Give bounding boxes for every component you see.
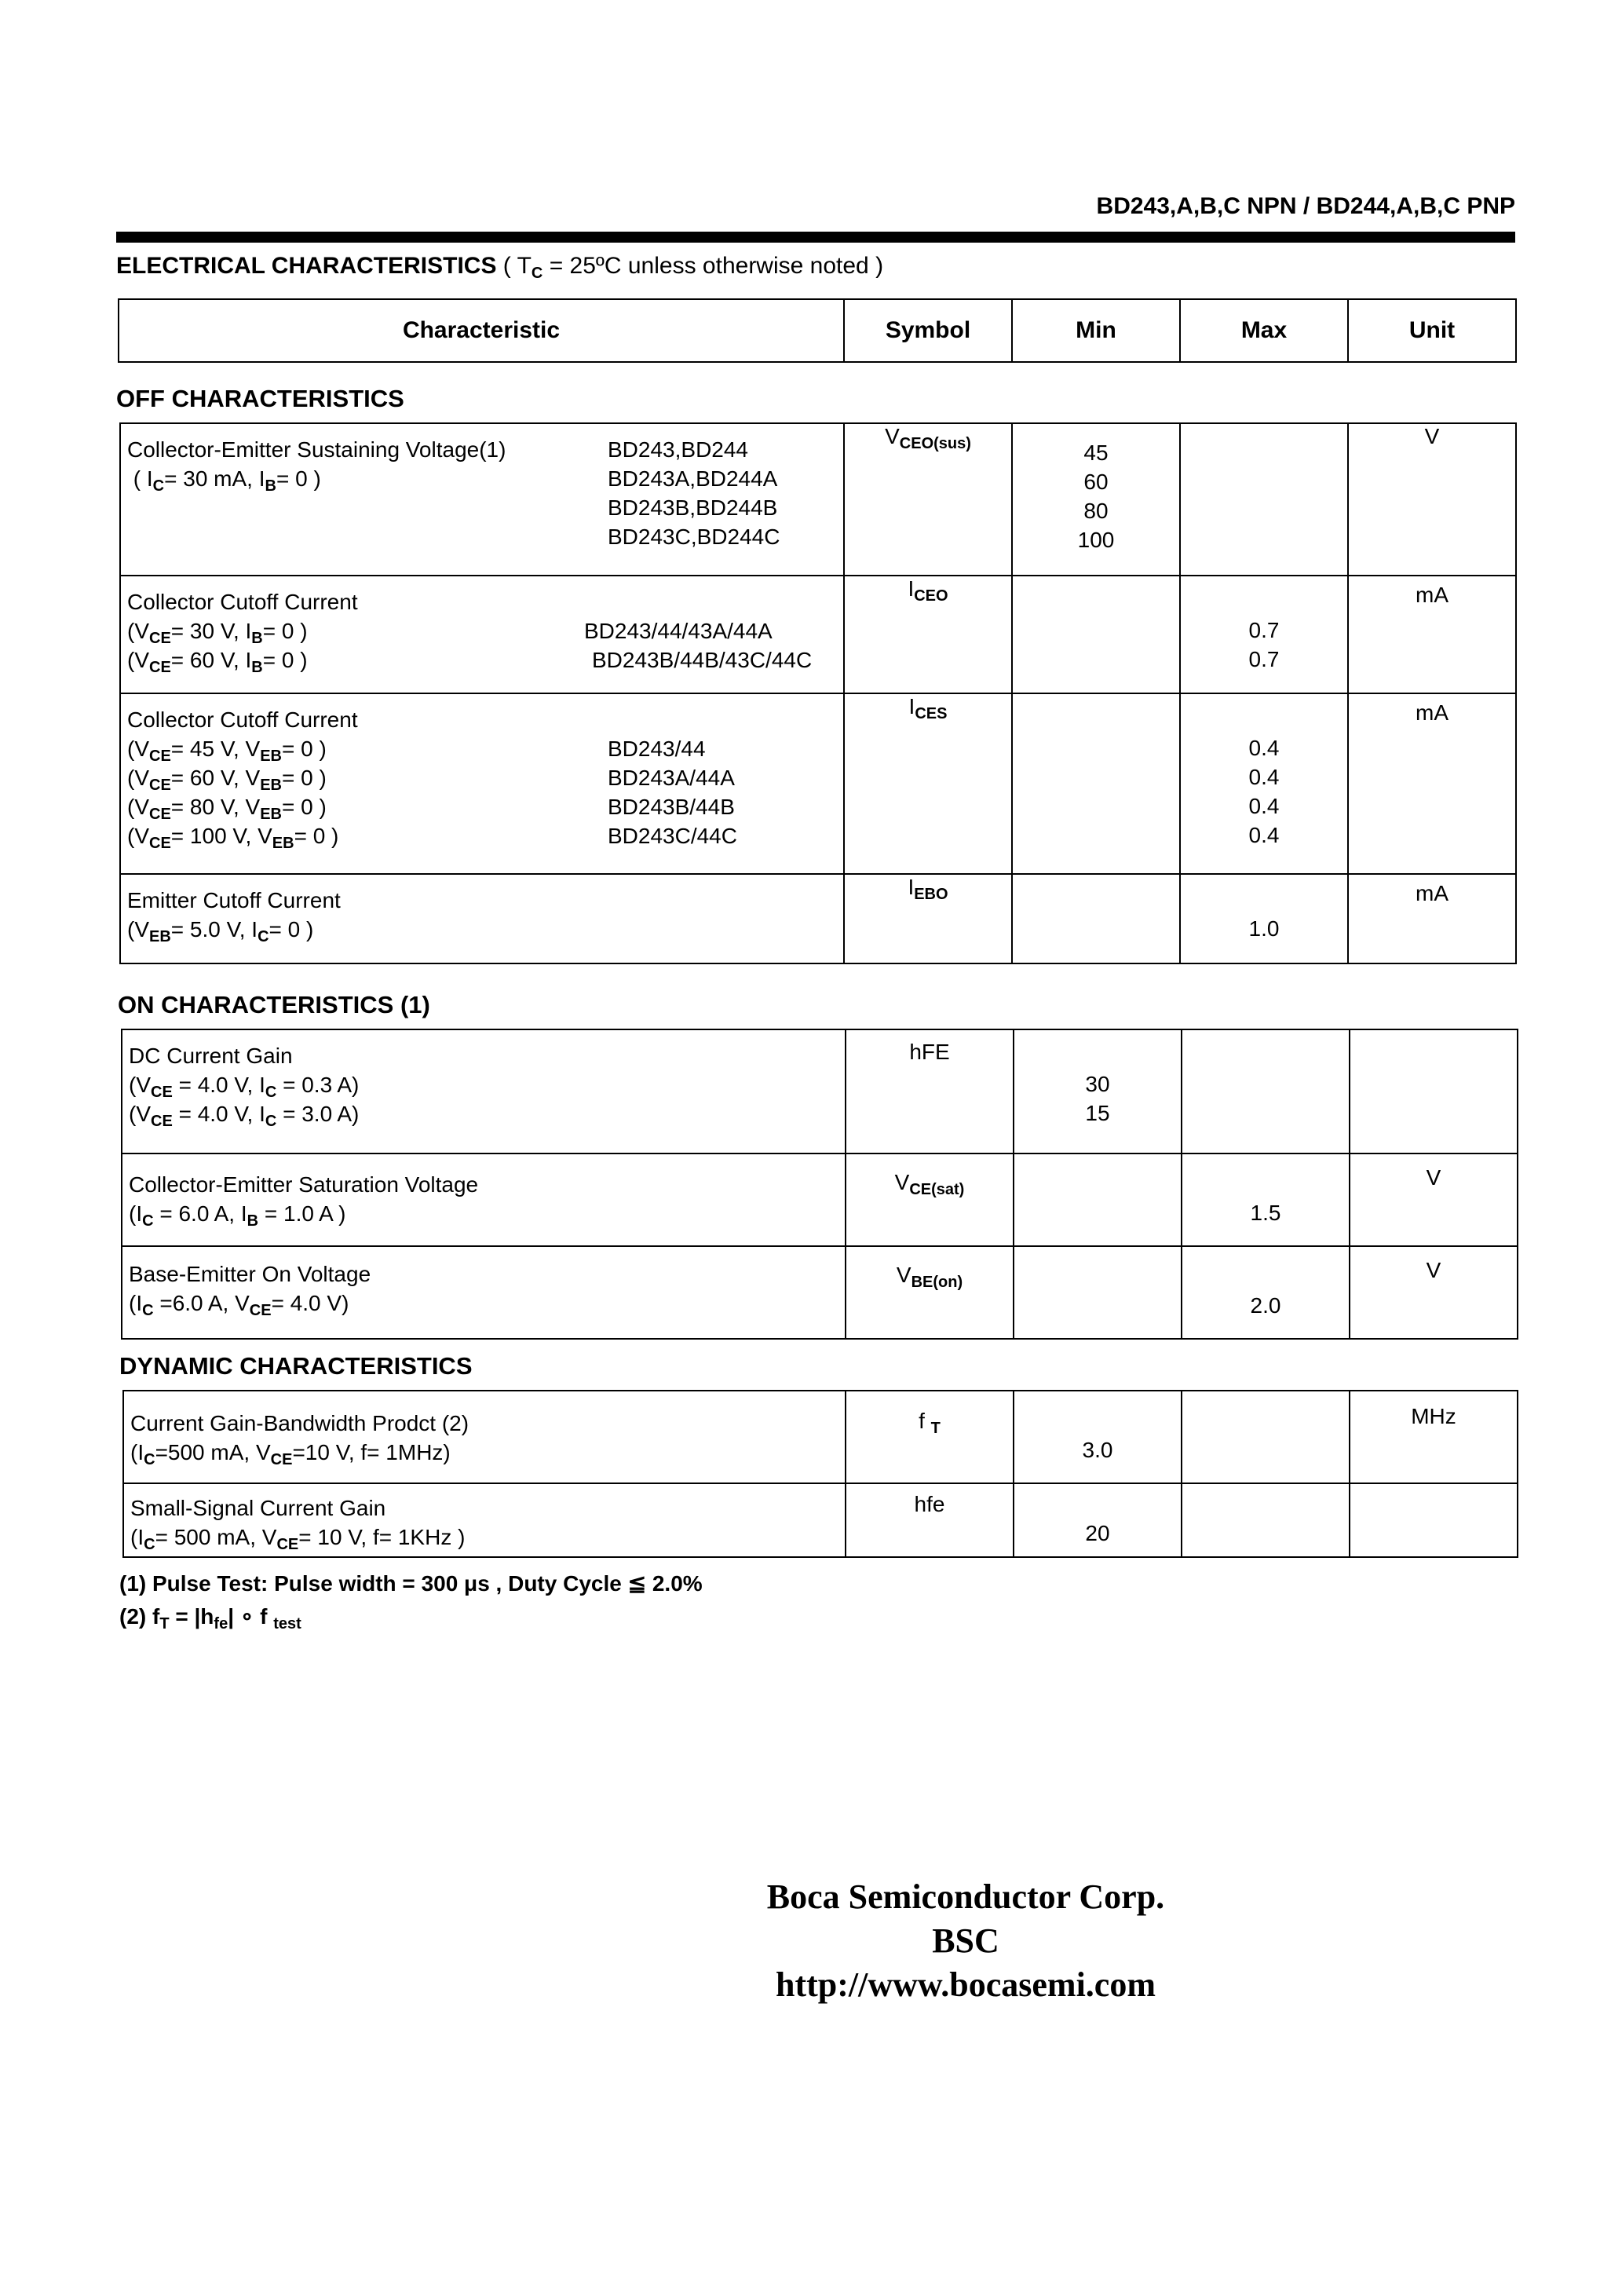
char-condition: ($V_{CE} = 4.0$ V, $I_C = 0.3$ A) [129,1073,360,1101]
electrical-characteristics-title [116,253,883,280]
char-name: Emitter Cutoff Current [127,888,341,912]
min-cell: 45 60 80 100 [1012,423,1180,576]
unit-cell: V [1348,423,1516,576]
title-rest: ( T [496,253,532,279]
unit-cell: mA [1348,576,1516,693]
table-row [122,1153,1518,1246]
column-header-table [118,298,1517,363]
min-cell [1012,576,1180,693]
max-cell: 1.0 [1180,874,1348,963]
max-cell [1180,423,1348,576]
max-cell [1182,1391,1350,1483]
unit-cell [1350,1029,1518,1153]
max-cell: 0.7 0.7 [1180,576,1348,693]
table-row [123,1483,1518,1557]
table-row [120,423,1516,576]
char-condition: ($V_{CE} = 4.0$ V, $I_C = 3.0$ A) [129,1102,360,1130]
char-condition: ($V_{CE}= 60$ V, $I_B= 0$ ) [127,648,308,676]
max-cell: 2.0 [1182,1246,1350,1339]
symbol-cell: $I_{EBO}$ [844,874,1012,963]
company-abbr: BSC [932,1921,999,1960]
char-name: Collector-Emitter Sustaining Voltage(1) [127,437,506,462]
footnote-1: (1) Pulse Test: Pulse width = 300 μs , Duty Cycle ≦ 2.0% [119,1571,703,1596]
unit-cell: MHz [1350,1391,1518,1483]
table-row [122,1246,1518,1339]
col-characteristic: Characteristic [119,299,844,362]
header-rule [116,232,1515,243]
table-row [120,576,1516,693]
min-cell [1014,1153,1182,1246]
min-cell [1012,874,1180,963]
min-cell: 30 15 [1014,1029,1182,1153]
device-list: BD243/44/43A/44A BD243B/44B/43C/44C [584,619,813,672]
unit-cell: V [1350,1246,1518,1339]
table-row [120,693,1516,874]
col-min: Min [1012,299,1180,362]
symbol-cell: $V_{CEO(sus)}$ [844,423,1012,576]
char-condition: ($I_C= 500$ mA, $V_{CE}= 10$ V, f= 1KHz ) [130,1525,466,1553]
char-condition: ($V_{CE}= 30$ V, $I_B= 0$ ) [127,619,308,647]
table-row [120,874,1516,963]
part-number-header: BD243,A,B,C NPN / BD244,A,B,C PNP [1096,193,1515,219]
unit-cell: V [1350,1153,1518,1246]
unit-cell [1350,1483,1518,1557]
footnote-2: (2) $f_T = |h_{fe}|$ ∘ f $_{test}$ [119,1604,301,1632]
company-footer [691,1875,1240,2007]
char-name: Base-Emitter On Voltage [129,1262,371,1286]
char-condition: ($I_C =6.0$ A, $V_{CE}= 4.0$ V) [129,1291,349,1319]
min-cell [1012,693,1180,874]
max-cell [1182,1029,1350,1153]
title-sub: C [531,265,543,282]
char-condition: ($V_{CE}= 45$ V, $V_{EB}= 0$ ) [127,737,327,765]
off-characteristics-heading: OFF CHARACTERISTICS [116,385,404,412]
symbol-cell: $V_{CE(sat)}$ [846,1153,1014,1246]
char-name: Current Gain-Bandwidth Prodct (2) [130,1411,469,1435]
max-cell [1182,1483,1350,1557]
on-characteristics-heading: ON CHARACTERISTICS (1) [118,991,430,1018]
symbol-cell: f $_T$ [846,1391,1014,1483]
col-symbol: Symbol [844,299,1012,362]
min-cell [1014,1246,1182,1339]
unit-cell: mA [1348,874,1516,963]
char-condition: ($V_{CE}= 80$ V, $V_{EB}= 0$ ) [127,795,327,823]
char-condition: ($I_C = 6.0$ A, $I_B = 1.0$ A ) [129,1201,346,1230]
max-cell: 0.4 0.4 0.4 0.4 [1180,693,1348,874]
char-name: Small-Signal Current Gain [130,1496,386,1520]
title-bold: ELECTRICAL CHARACTERISTICS [116,253,497,279]
off-characteristics-table [119,422,1517,964]
dynamic-characteristics-heading: DYNAMIC CHARACTERISTICS [119,1352,473,1380]
footnotes [119,1567,703,1633]
char-condition: ($I_C=500$ mA, $V_{CE}=10$ V, f= 1MHz) [130,1440,451,1468]
unit-cell: mA [1348,693,1516,874]
min-cell: 3.0 [1014,1391,1182,1483]
symbol-cell: hfe [846,1483,1014,1557]
char-name: Collector-Emitter Saturation Voltage [129,1172,479,1197]
title-end: = 25ºC unless otherwise noted ) [542,253,884,279]
company-name: Boca Semiconductor Corp. [766,1877,1165,1916]
char-condition: ( $I_C= 30$ mA, $I_B= 0$ ) [133,466,321,495]
symbol-cell: $I_{CEO}$ [844,576,1012,693]
char-condition: ($V_{CE}= 100$ V, $V_{EB}= 0$ ) [127,824,339,852]
min-cell: 20 [1014,1483,1182,1557]
char-name: Collector Cutoff Current [127,590,358,614]
device-list: BD243,BD244 BD243A,BD244A BD243B,BD244B BD243C,BD244C [608,437,780,549]
max-cell: 1.5 [1182,1153,1350,1246]
table-row [122,1029,1518,1153]
symbol-cell: $I_{CES}$ [844,693,1012,874]
dynamic-characteristics-table [122,1390,1518,1558]
symbol-cell: $V_{BE(on)}$ [846,1246,1014,1339]
char-name: DC Current Gain [129,1044,293,1068]
char-condition: ($V_{EB}= 5.0$ V, $I_C= 0$ ) [127,917,314,945]
symbol-cell: hFE [846,1029,1014,1153]
company-url: http://www.bocasemi.com [776,1965,1156,2004]
device-list: BD243/44 BD243A/44A BD243B/44B BD243C/44C [608,737,737,848]
on-characteristics-table [121,1029,1518,1340]
table-row [123,1391,1518,1483]
col-max: Max [1180,299,1348,362]
char-condition: ($V_{CE}= 60$ V, $V_{EB}= 0$ ) [127,766,327,794]
char-name: Collector Cutoff Current [127,707,358,732]
col-unit: Unit [1348,299,1516,362]
